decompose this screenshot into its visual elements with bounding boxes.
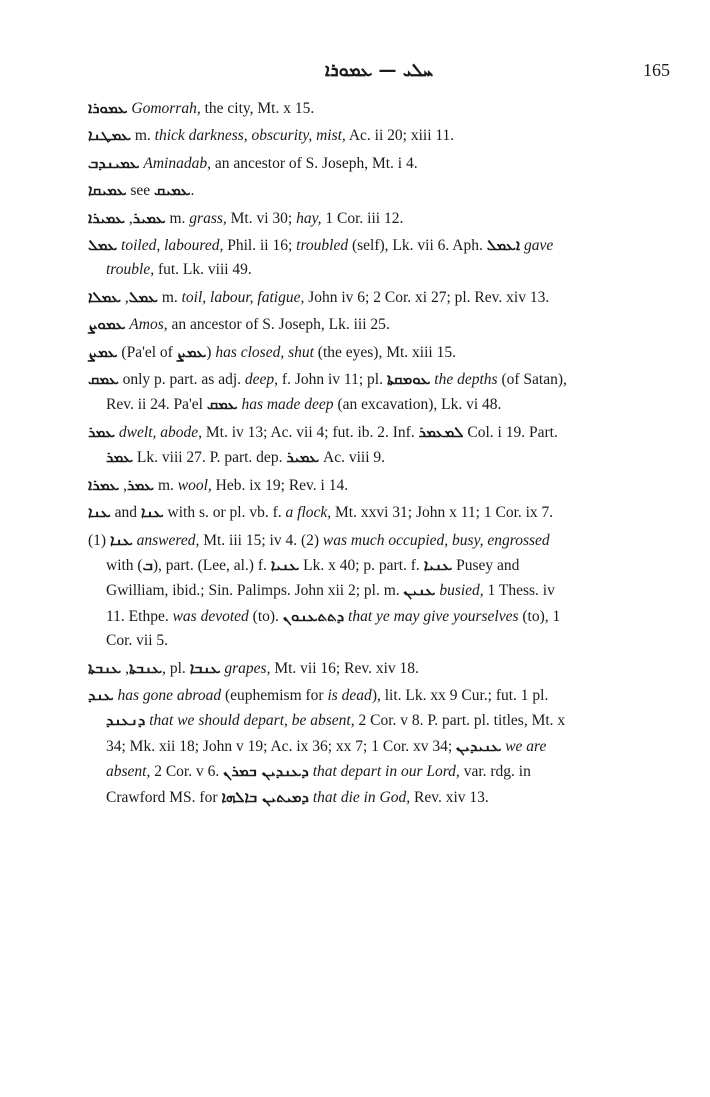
syriac-word: ܥܡܨ	[88, 342, 118, 361]
syriac-word: ܥܢܒܐ	[189, 658, 221, 677]
entry-text: 2 Cor. v 6.	[150, 763, 224, 781]
entry-text: (to).	[248, 607, 283, 625]
syriac-word: ܠܡܥܡܪ	[418, 422, 464, 441]
entry-text: ,	[125, 209, 133, 227]
entry-text: (euphemism for	[221, 686, 328, 704]
entry-text: Mt. vi 30;	[226, 209, 297, 227]
entry-text: an ancestor of S. Joseph, Mt. i 4.	[210, 154, 418, 172]
entry-text: Phil. ii 16;	[223, 237, 297, 255]
gloss-text: Gomorrah,	[131, 100, 201, 117]
entry-text: with s. or pl. vb. f.	[163, 504, 286, 522]
entry-text: ), lit. Lk. xx 9 Cur.; fut. 1 pl.	[371, 686, 549, 704]
entry-text: Pusey and Gwilliam, ibid.; Sin. Palimps. John xii 2; pl. m.	[106, 556, 520, 600]
entry-text: Mt. iii 15; iv 4. (2)	[199, 531, 323, 549]
syriac-word: ܥܡܠܐ	[88, 287, 122, 306]
syriac-word: ܥܢܐ	[88, 503, 111, 522]
syriac-word: ܥܡܪ	[127, 475, 155, 494]
syriac-word: ܥܢܒܬܐ	[88, 658, 122, 677]
entry-text: fut. Lk. viii 49.	[154, 261, 252, 279]
entry-text: (1)	[88, 531, 137, 549]
entry-text: (the eyes), Mt. xiii 15.	[313, 343, 456, 361]
entry-text: Col. i 19. Part.	[463, 423, 558, 441]
gloss-text: has made deep	[241, 396, 334, 414]
entry-text: 1 Thess. iv 11. Ethpe.	[106, 582, 555, 625]
gloss-text: was much occupied, busy, engrossed	[322, 531, 550, 549]
gloss-text: deep,	[244, 371, 279, 389]
dictionary-entry	[88, 285, 572, 310]
entry-text: Ac. viii 9.	[319, 449, 386, 467]
syriac-word: ܥܡܪ	[106, 448, 134, 467]
syriac-word: ܥܡܘܪܐ	[88, 99, 128, 117]
syriac-word: ܥܡܛܢܐ	[88, 126, 131, 145]
gloss-text: we are absent,	[106, 737, 547, 781]
entry-text: Lk. x 40; p. part. f.	[299, 556, 424, 574]
syriac-word: ܥܢܝܐ	[423, 555, 453, 574]
entry-text: m.	[130, 127, 155, 145]
gloss-text: toiled, laboured,	[121, 237, 224, 255]
gloss-text: grass,	[189, 209, 227, 227]
entry-text: Mt. xxvi 31; John x 11; 1 Cor. ix 7.	[331, 504, 554, 522]
entry-text: m.	[165, 209, 190, 227]
running-head-title: ܚܠܝ — ܥܡܘܪܐ	[324, 60, 434, 81]
entry-text: , pl.	[162, 659, 190, 677]
dictionary-entry	[88, 151, 572, 176]
entry-text: ,	[121, 288, 129, 306]
syriac-word: ܥܢܝܕܝܢ	[456, 736, 502, 755]
syriac-word: ܥܡܝܩ	[154, 181, 191, 200]
syriac-word: ܥܢܝܢ	[403, 581, 436, 600]
entry-text: (self), Lk. vii 6. Aph.	[348, 237, 487, 255]
entry-text: Ac. ii 20; xiii 11.	[345, 127, 455, 145]
syriac-word: ܕܬܬܥܢܘܢ	[282, 606, 345, 625]
entry-text: Lk. viii 27. P. part. dep.	[133, 449, 287, 467]
dictionary-entry	[88, 473, 572, 498]
entry-text: with (	[106, 556, 143, 574]
gloss-text: toil, labour, fatigue,	[181, 288, 305, 306]
gloss-text: that depart in our Lord,	[312, 763, 460, 781]
gloss-text: troubled	[296, 237, 349, 255]
entry-text: an ancestor of S. Joseph, Lk. iii 25.	[167, 316, 390, 334]
entry-text: (to), 1 Cor. vii 5.	[106, 607, 561, 650]
syriac-word: ܥܡܩ	[206, 395, 238, 414]
entry-text: and	[110, 504, 141, 522]
gloss-text: has gone abroad	[117, 686, 222, 704]
page-number: 165	[643, 60, 670, 80]
dictionary-entry	[88, 683, 572, 810]
dictionary-entry	[88, 123, 572, 148]
dictionary-entry	[88, 420, 572, 471]
entry-text: the city, Mt. x 15.	[200, 100, 315, 117]
entry-text: (of Satan), Rev. ii 24. Pa'el	[106, 371, 567, 414]
syriac-word: ܥܢܝܐ	[270, 555, 300, 574]
gloss-text: is dead	[327, 686, 372, 704]
dictionary-entry	[88, 206, 572, 231]
gloss-text: was devoted	[172, 607, 249, 625]
syriac-word: ܥܡܪ	[88, 422, 116, 441]
dictionary-entry	[88, 233, 572, 283]
syriac-word: ܒ	[142, 555, 153, 574]
dictionary-entry	[88, 656, 572, 681]
gloss-text: Aminadab,	[143, 154, 211, 172]
syriac-word: ܥܡܘܨ	[88, 315, 126, 334]
gloss-text: gave trouble,	[106, 237, 554, 279]
syriac-word: ܥܡܠ	[88, 236, 118, 255]
dictionary-entry	[88, 96, 572, 121]
entry-text: f. John iv 11; pl.	[278, 371, 387, 389]
syriac-word: ܕܢܥܢܕ	[106, 711, 146, 730]
gloss-text: hay,	[296, 209, 322, 227]
syriac-word: ܥܡܝܪܐ	[88, 208, 126, 227]
entry-text: (Pa'el of	[117, 343, 177, 361]
entry-text: (an excavation), Lk. vi 48.	[333, 396, 502, 414]
gloss-text: that we should depart, be absent,	[149, 712, 355, 730]
gloss-text: answered,	[136, 531, 200, 549]
syriac-word: ܥܢܕ	[88, 685, 114, 704]
syriac-word: ܥܡܠ	[128, 287, 158, 306]
entry-text: ), part. (Lee, al.) f.	[152, 556, 271, 574]
entries-list	[88, 96, 572, 812]
dictionary-entry	[88, 367, 572, 418]
syriac-word: ܥܡܝܩܐ	[88, 181, 127, 200]
entry-text: )	[206, 343, 216, 361]
entry-text: m.	[154, 476, 178, 494]
syriac-word: ܥܡܩ	[88, 370, 119, 389]
running-head	[88, 60, 670, 86]
syriac-word: ܕܥܢܕܝܢ ܒܡܪܢ	[223, 762, 309, 781]
gloss-text: Amos,	[129, 316, 168, 334]
syriac-word: ܥܢܒܬܐ	[128, 658, 163, 677]
dictionary-entry	[88, 178, 572, 203]
dictionary-entry	[88, 528, 572, 654]
gloss-text: busied,	[439, 582, 484, 600]
syriac-word: ܥܡܝܪ	[132, 208, 166, 227]
entry-text: .	[190, 182, 195, 200]
entry-text: Mt. vii 16; Rev. xiv 18.	[270, 659, 419, 677]
syriac-word: ܥܡܝܢܕܒ	[88, 153, 140, 172]
syriac-word: ܥܢܐ	[109, 530, 133, 549]
entry-text: ,	[119, 476, 128, 494]
entry-text: 2 Cor. v 8. P. part. pl. titles, Mt. x 34; Mk. xii 18; John v 19; Ac. ix 36; xx 7; 1 Cor. xv 34;	[106, 712, 566, 755]
syriac-word: ܥܡܝܪ	[286, 448, 320, 467]
syriac-word: ܕܡܝܬܝܢ ܒܐܠܗܐ	[221, 787, 309, 806]
gloss-text: that die in God,	[312, 788, 411, 806]
syriac-word: ܥܘܡܩܬܐ	[386, 370, 431, 389]
syriac-word: ܥܡܨ	[176, 342, 207, 361]
gloss-text: the depths	[434, 371, 498, 389]
gloss-text: wool,	[177, 476, 212, 494]
dictionary-entry	[88, 340, 572, 365]
entry-text: var. rdg. in Crawford MS. for	[106, 763, 531, 806]
entry-text: m.	[157, 288, 182, 306]
dictionary-entry	[88, 500, 572, 525]
entry-text: see	[126, 182, 155, 200]
entry-text: ,	[121, 659, 129, 677]
syriac-word: ܥܡܪܐ	[88, 475, 120, 494]
entry-text: 1 Cor. iii 12.	[321, 209, 404, 227]
syriac-word: ܥܢܐ	[140, 503, 164, 522]
entry-text: Heb. ix 19; Rev. i 14.	[211, 476, 349, 494]
gloss-text: dwelt, abode,	[118, 423, 203, 441]
dictionary-entry	[88, 312, 572, 337]
gloss-text: thick darkness, obscurity, mist,	[154, 127, 346, 145]
syriac-word: ܐܥܡܠ	[486, 236, 521, 255]
entry-text: John iv 6; 2 Cor. xi 27; pl. Rev. xiv 13.	[304, 288, 550, 306]
entry-text: only p. part. as adj.	[118, 371, 245, 389]
gloss-text: that ye may give yourselves	[348, 607, 519, 625]
gloss-text: grapes,	[224, 659, 271, 677]
entry-text: Rev. xiv 13.	[410, 788, 489, 806]
gloss-text: has closed, shut	[215, 343, 314, 361]
entry-text: Mt. iv 13; Ac. vii 4; fut. ib. 2. Inf.	[202, 423, 419, 441]
gloss-text: a flock,	[285, 504, 332, 522]
